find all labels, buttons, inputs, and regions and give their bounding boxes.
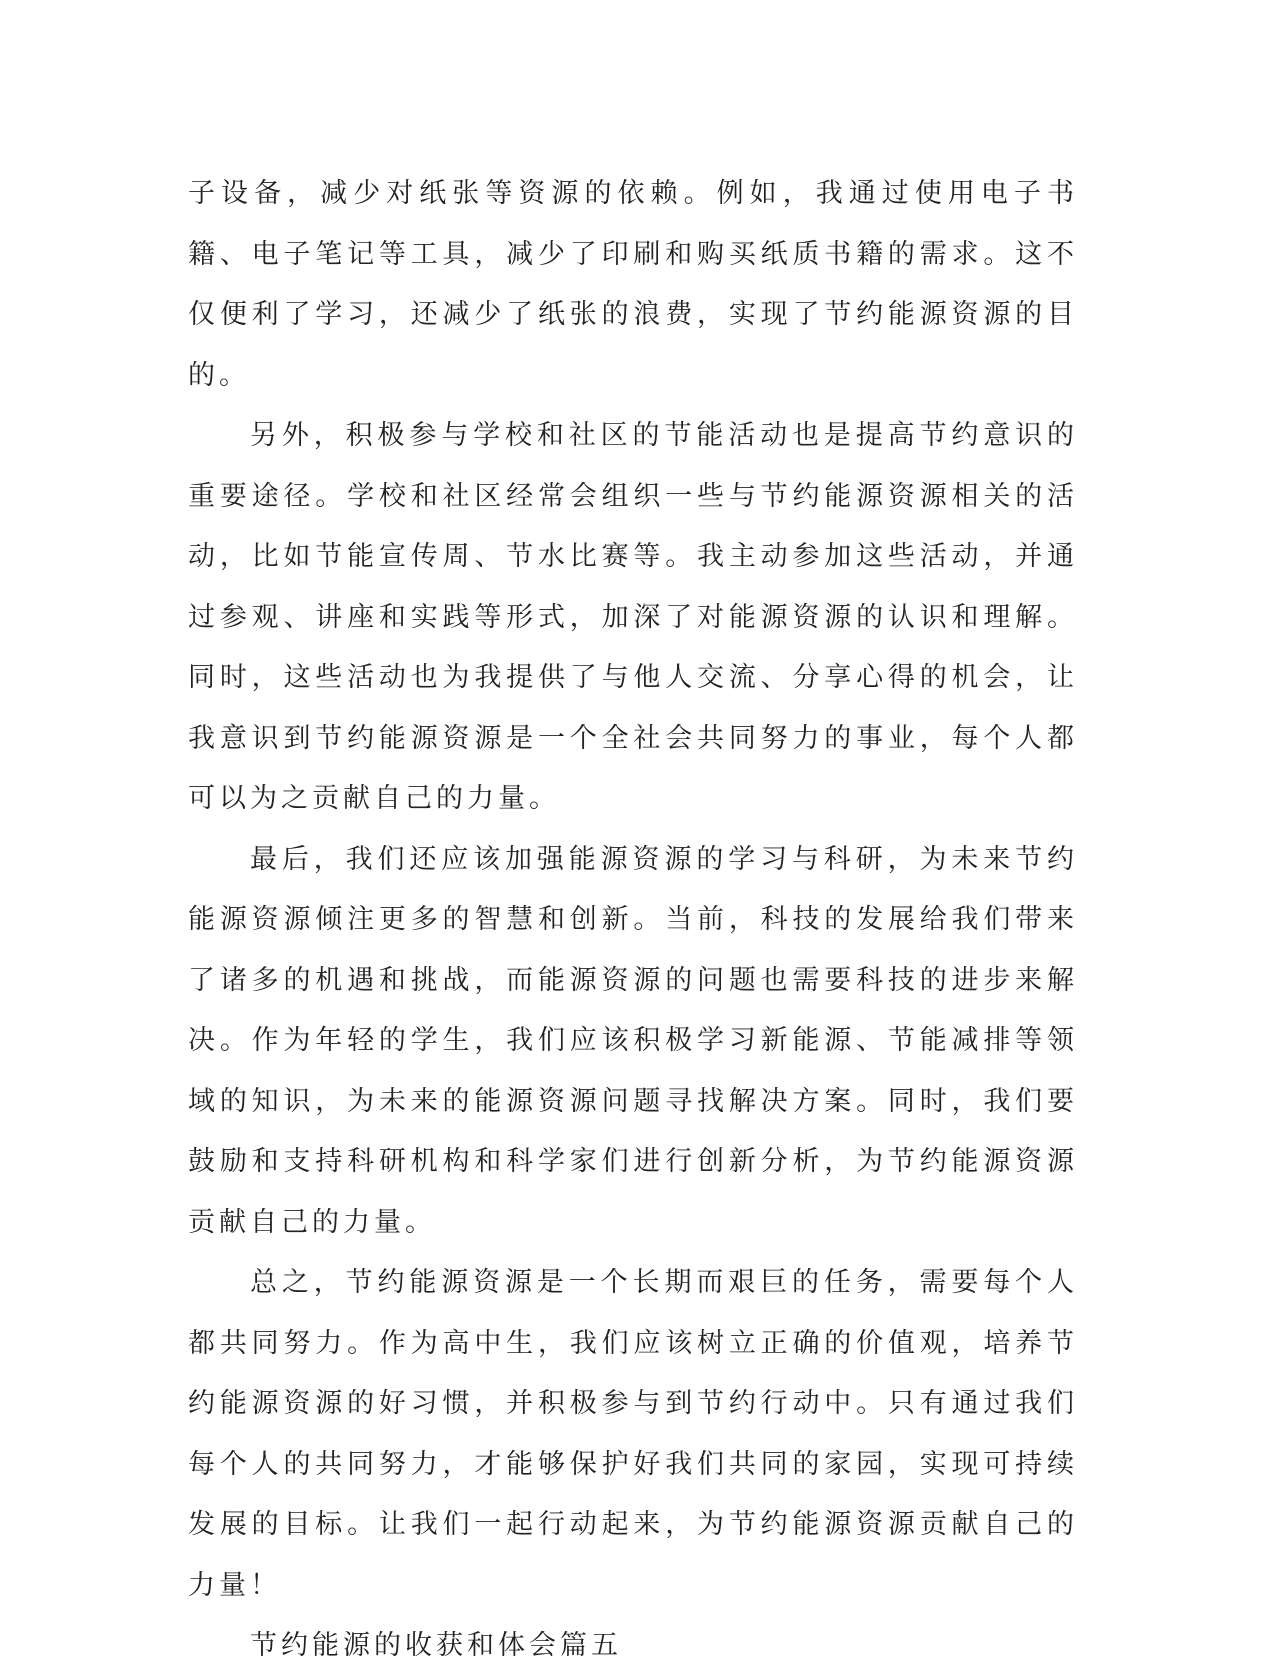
document-body (188, 164, 1078, 1677)
paragraph-research: 最后，我们还应该加强能源资源的学习与科研，为未来节约能源资源倾注更多的智慧和创新。当前，科技的发展给我们带来了诸多的机遇和挑战，而能源资源的问题也需要科技的进步来解决。作为年轻的学生，我们应该积极学习新能源、节能减排等领域的知识，为未来的能源资源问题寻找解决方案。同时，我们要鼓励和支持科研机构和科学家们进行创新分析，为节约能源资源贡献自己的力量。 (188, 843, 1078, 1238)
paragraph-continuation: 子设备，减少对纸张等资源的依赖。例如，我通过使用电子书籍、电子笔记等工具，减少了印刷和购买纸质书籍的需求。这不仅便利了学习，还减少了纸张的浪费，实现了节约能源资源的目的。 (188, 178, 1078, 391)
section-heading: 节约能源的收获和体会篇五 (250, 1630, 622, 1661)
paragraph-community-activities: 另外，积极参与学校和社区的节能活动也是提高节约意识的重要途径。学校和社区经常会组织一些与节约能源资源相关的活动，比如节能宣传周、节水比赛等。我主动参加这些活动，并通过参观、讲座和实践等形式，加深了对能源资源的认识和理解。同时，这些活动也为我提供了与他人交流、分享心得的机会，让我意识到节约能源资源是一个全社会共同努力的事业，每个人都可以为之贡献自己的力量。 (188, 420, 1078, 814)
paragraph-conclusion: 总之，节约能源资源是一个长期而艰巨的任务，需要每个人都共同努力。作为高中生，我们应该树立正确的价值观，培养节约能源资源的好习惯，并积极参与到节约行动中。只有通过我们每个人的共同努力，才能够保护好我们共同的家园，实现可持续发展的目标。让我们一起行动起来，为节约能源资源贡献自己的力量！ (188, 1267, 1078, 1601)
